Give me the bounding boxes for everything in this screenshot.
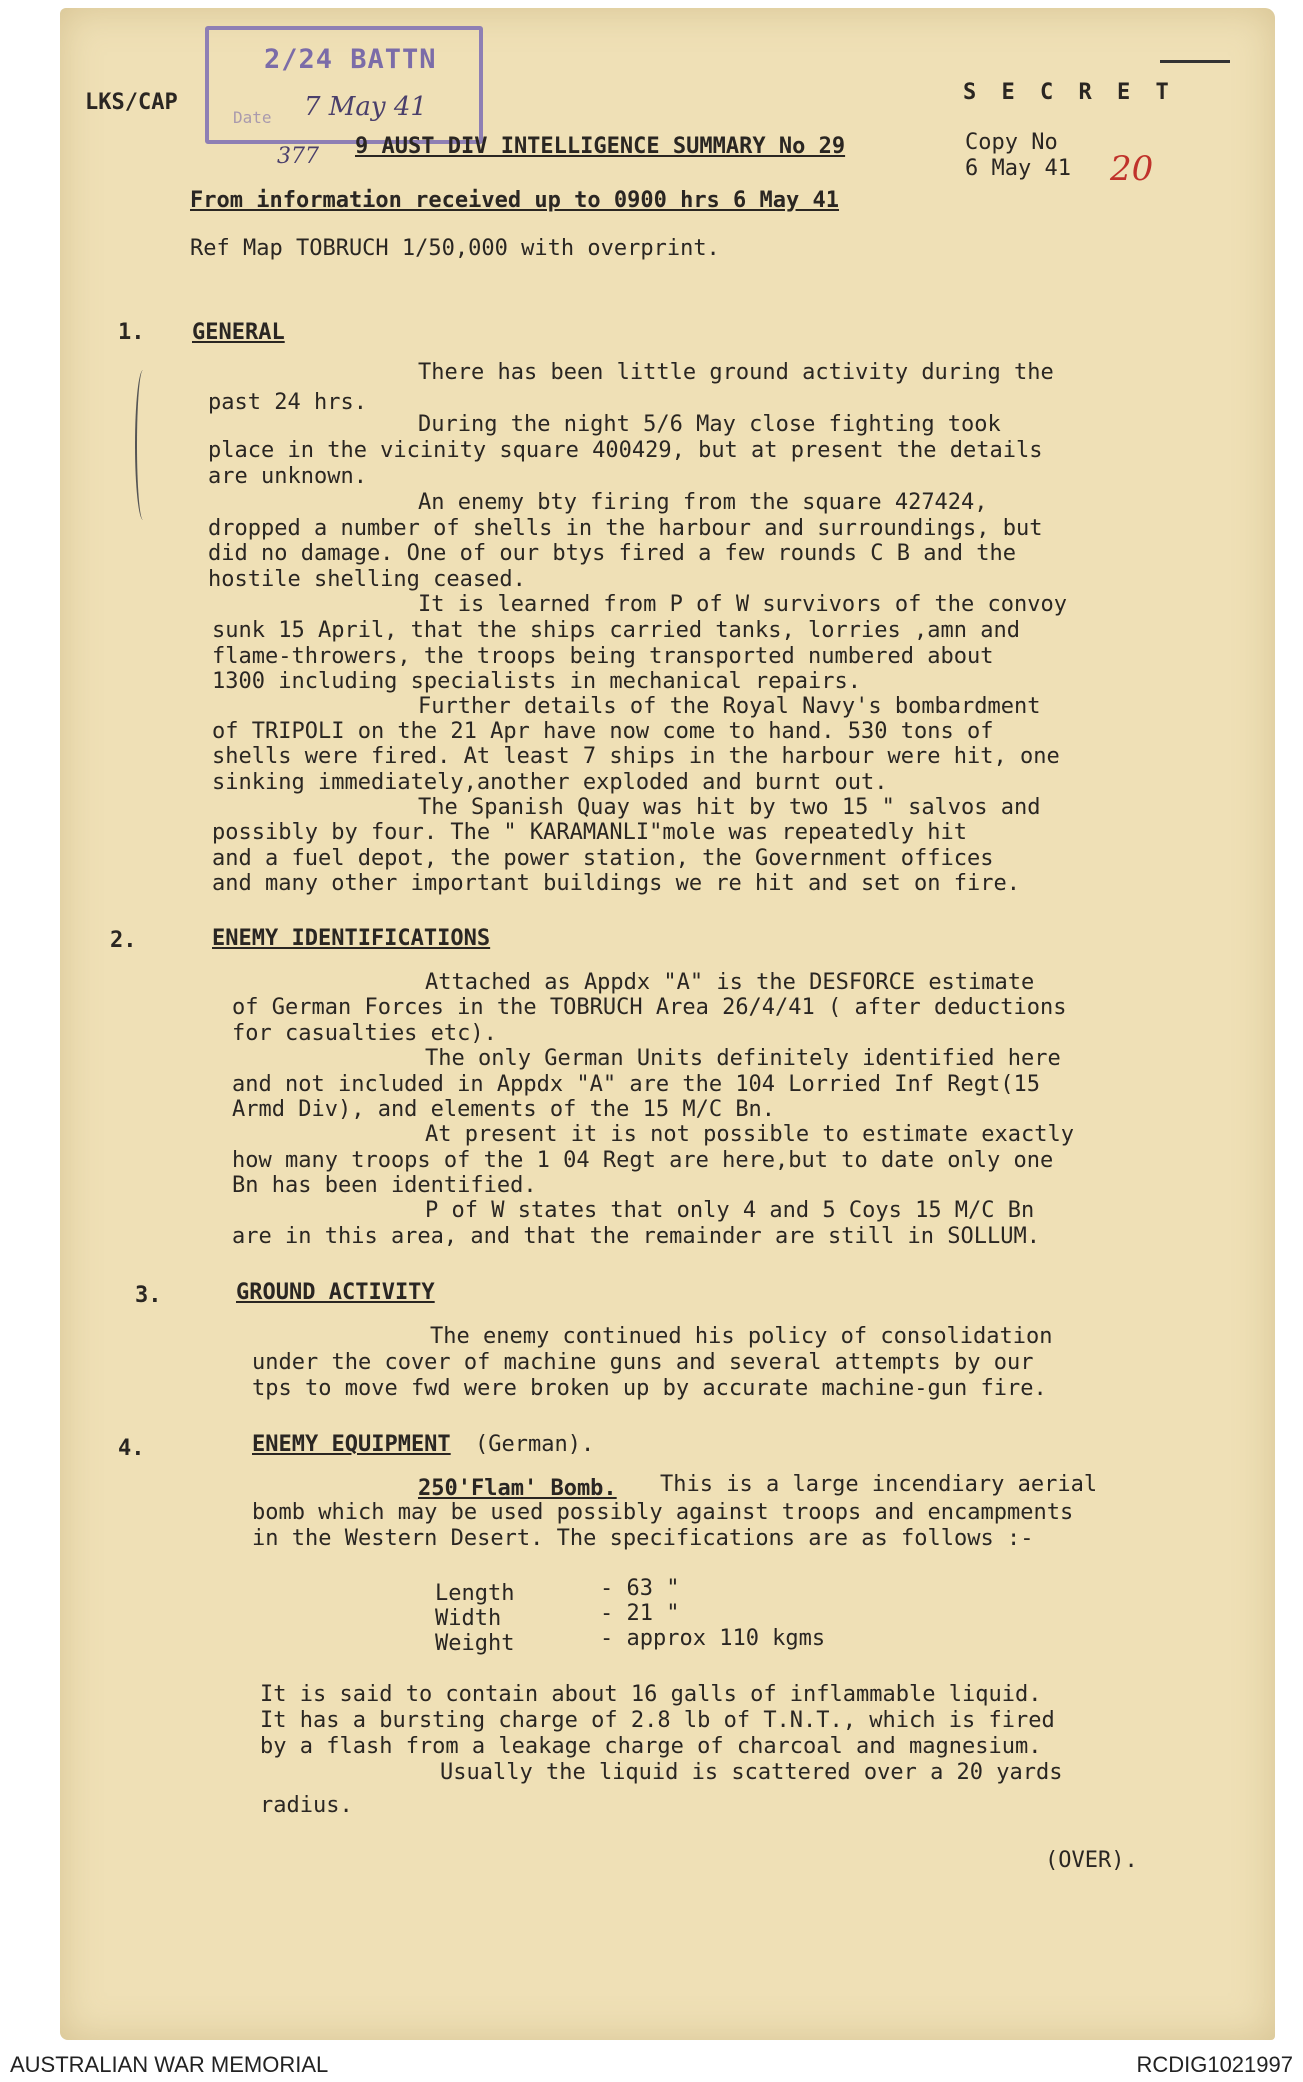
top-dash-mark — [1160, 60, 1230, 63]
s2-line: for casualties etc). — [232, 1021, 497, 1046]
spec-label: Weight — [435, 1631, 515, 1656]
section-1-heading: GENERAL — [192, 320, 285, 345]
spec-value: - 63 " — [600, 1576, 680, 1601]
spec-value: - approx 110 kgms — [600, 1626, 826, 1651]
s2-line: P of W states that only 4 and 5 Coys 15 M/C Bn — [425, 1198, 1035, 1223]
s2-line: At present it is not possible to estimate exactly — [425, 1122, 1075, 1147]
s1-line: An enemy bty firing from the square 427424, — [418, 490, 988, 515]
battalion-stamp — [205, 26, 483, 169]
s2-line: Bn has been identified. — [232, 1173, 537, 1198]
s2-line: of German Forces in the TOBRUCH Area 26/4/41 ( after deductions — [232, 995, 1067, 1020]
document-date: 6 May 41 — [965, 156, 1071, 181]
stamp-date: 7 May 41 — [304, 92, 427, 122]
s2-line: how many troops of the 1 04 Regt are here,but to date only one — [232, 1148, 1054, 1173]
s1-line: of TRIPOLI on the 21 Apr have now come to hand. 530 tons of — [212, 719, 994, 744]
s1-line: hostile shelling ceased. — [208, 567, 526, 592]
spec-value: - 21 " — [600, 1601, 680, 1626]
section-4-heading: ENEMY EQUIPMENT — [252, 1432, 451, 1457]
s4-closing-line: Usually the liquid is scattered over a 20 yards — [440, 1760, 1063, 1785]
over-marker: (OVER). — [1045, 1848, 1138, 1873]
s2-line: Attached as Appdx "A" is the DESFORCE estimate — [425, 970, 1035, 995]
copy-number: 20 — [1110, 149, 1154, 189]
s4-line: bomb which may be used possibly against troops and encampments — [252, 1500, 1074, 1525]
s1-line: dropped a number of shells in the harbour and surroundings, but — [208, 516, 1043, 541]
classification: S E C R E T — [963, 80, 1175, 105]
s1-line: are unknown. — [208, 464, 367, 489]
s4-closing-line: It is said to contain about 16 galls of inflammable liquid. — [260, 1682, 1042, 1707]
s1-line: sunk 15 April, that the ships carried tanks, lorries ,amn and — [212, 618, 1020, 643]
s4-line: This is a large incendiary aerial — [660, 1472, 1098, 1497]
spec-label: Length — [435, 1581, 515, 1606]
section-2-number: 2. — [110, 928, 137, 953]
s4-line: in the Western Desert. The specifications are as follows :- — [252, 1526, 1034, 1551]
spec-label: Width — [435, 1606, 502, 1631]
s1-line: sinking immediately,another exploded and burnt out. — [212, 770, 888, 795]
s1-line: possibly by four. The " KARAMANLI"mole was repeatedly hit — [212, 820, 967, 845]
s1-line: shells were fired. At least 7 ships in the harbour were hit, one — [212, 744, 1060, 769]
reference-code: LKS/CAP — [85, 90, 178, 115]
section-3-number: 3. — [135, 1283, 162, 1308]
s3-line: The enemy continued his policy of consolidation — [430, 1324, 1053, 1349]
s1-line: 1300 including specialists in mechanical repairs. — [212, 669, 862, 694]
from-info-line: From information received up to 0900 hrs 6 May 41 — [190, 188, 840, 213]
section-4-number: 4. — [118, 1436, 145, 1461]
section-4-heading-suffix: (German). — [475, 1432, 595, 1457]
s1-line: did no damage. One of our btys fired a few rounds C B and the — [208, 541, 1016, 566]
footer-record-id: RCDIG1021997 — [1136, 2052, 1293, 2077]
s1-line: The Spanish Quay was hit by two 15 " salvos and — [418, 795, 1041, 820]
margin-bracket — [135, 370, 151, 520]
s2-line: are in this area, and that the remainder are still in SOLLUM. — [232, 1224, 1040, 1249]
section-2-heading: ENEMY IDENTIFICATIONS — [212, 926, 491, 951]
s2-line: The only German Units definitely identified here — [425, 1046, 1061, 1071]
s1-line: flame-throwers, the troops being transported numbered about — [212, 644, 994, 669]
stamp-date-label: Date — [233, 108, 272, 127]
s1-line: There has been little ground activity during the — [418, 360, 1054, 385]
footer-source: AUSTRALIAN WAR MEMORIAL — [10, 2052, 329, 2077]
s1-line: Further details of the Royal Navy's bombardment — [418, 694, 1041, 719]
document-title: 9 AUST DIV INTELLIGENCE SUMMARY No 29 — [355, 134, 846, 159]
s1-line: During the night 5/6 May close fighting took — [418, 412, 1001, 437]
s1-line: and a fuel depot, the power station, the Government offices — [212, 846, 994, 871]
s4-closing-line: by a flash from a leakage charge of charcoal and magnesium. — [260, 1734, 1042, 1759]
s1-line: place in the vicinity square 400429, but at present the details — [208, 438, 1043, 463]
bomb-name: 250'Flam' Bomb. — [418, 1476, 617, 1501]
s3-line: tps to move fwd were broken up by accurate machine-gun fire. — [252, 1376, 1047, 1401]
section-3-heading: GROUND ACTIVITY — [236, 1280, 435, 1305]
ref-map-line: Ref Map TOBRUCH 1/50,000 with overprint. — [190, 236, 720, 261]
s2-line: and not included in Appdx "A" are the 104 Lorried Inf Regt(15 — [232, 1072, 1040, 1097]
s1-line: It is learned from P of W survivors of the convoy — [418, 592, 1068, 617]
section-1-number: 1. — [118, 320, 145, 345]
stamp-number: 377 — [277, 144, 319, 169]
s4-closing-line: It has a bursting charge of 2.8 lb of T.N.T., which is fired — [260, 1708, 1055, 1733]
s4-closing-line: radius. — [260, 1793, 353, 1818]
s2-line: Armd Div), and elements of the 15 M/C Bn. — [232, 1097, 776, 1122]
stamp-unit: 2/24 BATTN — [264, 44, 437, 75]
copy-label: Copy No — [965, 130, 1058, 155]
s3-line: under the cover of machine guns and several attempts by our — [252, 1350, 1034, 1375]
s1-line: and many other important buildings we re hit and set on fire. — [212, 871, 1020, 896]
s1-line: past 24 hrs. — [208, 390, 367, 415]
